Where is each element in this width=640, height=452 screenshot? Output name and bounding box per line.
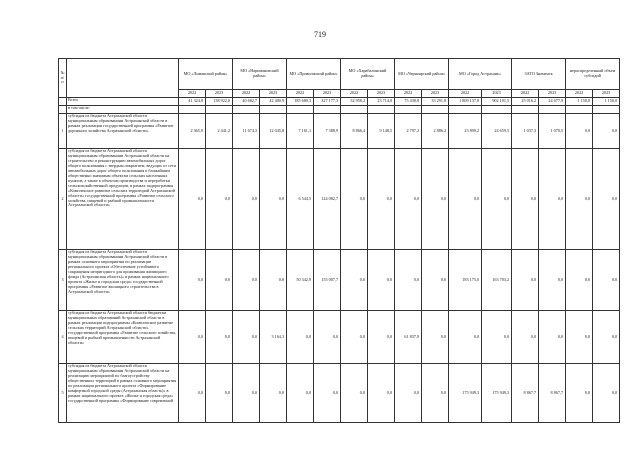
value-cell [287, 106, 314, 114]
value-cell: 0,0 [482, 149, 512, 250]
value-cell: 33 291,8 [422, 98, 449, 106]
value-cell: 0,0 [593, 114, 620, 149]
value-cell: 2 441,2 [206, 114, 233, 149]
header-year: 2022 [179, 90, 206, 98]
value-cell [206, 106, 233, 114]
value-cell: 175 949,3 [482, 364, 512, 423]
value-cell: 163 703,2 [482, 250, 512, 311]
value-cell: 0,0 [233, 149, 260, 250]
value-cell: 0,0 [260, 364, 287, 423]
value-cell [341, 106, 368, 114]
value-cell: 0,0 [206, 149, 233, 250]
value-cell: 0,0 [539, 149, 566, 250]
value-cell: 8 867,7 [539, 364, 566, 423]
header-year: 2022 [566, 90, 593, 98]
value-cell: 25 016,2 [512, 98, 539, 106]
value-cell: 0,0 [422, 250, 449, 311]
value-cell: 0,0 [422, 149, 449, 250]
value-cell: 32 958,2 [341, 98, 368, 106]
value-cell [593, 106, 620, 114]
value-cell: 0,0 [512, 250, 539, 311]
value-cell: 0,0 [422, 364, 449, 423]
row-number [59, 106, 67, 114]
header-year: 2023 [368, 90, 395, 98]
value-cell: 1 037,3 [512, 114, 539, 149]
value-cell [566, 106, 593, 114]
header-year: 2023 [482, 90, 512, 98]
value-cell: 24 677,9 [539, 98, 566, 106]
value-cell: 0,0 [566, 149, 593, 250]
row-number: 5 [59, 364, 67, 423]
value-cell: 0,0 [206, 250, 233, 311]
value-cell: 175 949,3 [449, 364, 482, 423]
value-cell [539, 106, 566, 114]
value-cell: 23 714,0 [368, 98, 395, 106]
value-cell: 50 342,9 [287, 250, 314, 311]
row-number: 3 [59, 250, 67, 311]
table-row [59, 98, 620, 106]
value-cell: 8 867,7 [512, 364, 539, 423]
value-cell: 0,0 [260, 149, 287, 250]
value-cell: 40 682,7 [233, 98, 260, 106]
value-cell: 0,0 [395, 149, 422, 250]
value-cell: 11 674,3 [233, 114, 260, 149]
value-cell: 0,0 [314, 364, 341, 423]
value-cell [512, 106, 539, 114]
value-cell: 1 070,5 [539, 114, 566, 149]
table-row [59, 149, 620, 250]
value-cell: 7 161,1 [287, 114, 314, 149]
row-number: 1 [59, 114, 67, 149]
value-cell: 0,0 [368, 250, 395, 311]
value-cell: 0,0 [341, 364, 368, 423]
value-cell: 3 164,3 [260, 311, 287, 364]
value-cell [314, 106, 341, 114]
value-cell: 0,0 [512, 149, 539, 250]
header-district: МО «Харабалинский район» [341, 59, 395, 90]
row-number [59, 98, 67, 106]
table-row [59, 364, 620, 423]
table-row [59, 250, 620, 311]
header-year: 2023 [314, 90, 341, 98]
page-number: 719 [314, 30, 326, 39]
value-cell: 0,0 [395, 250, 422, 311]
row-number: 4 [59, 311, 67, 364]
value-cell [260, 106, 287, 114]
value-cell: 0,0 [593, 311, 620, 364]
header-year: 2023 [539, 90, 566, 98]
value-cell: 183 175,0 [449, 250, 482, 311]
value-cell: 0,0 [593, 149, 620, 250]
value-cell: 23 899,2 [449, 114, 482, 149]
header-district: нераспределенный объем субсидий [566, 59, 620, 90]
header-year: 2022 [449, 90, 482, 98]
value-cell: 1 150,0 [593, 98, 620, 106]
header-district: ЗАТО Знаменск [512, 59, 566, 90]
budget-table [58, 58, 620, 423]
row-number: 2 [59, 149, 67, 250]
value-cell: 185 680,3 [287, 98, 314, 106]
header-num: № п/п [59, 59, 67, 98]
header-year: 2023 [260, 90, 287, 98]
value-cell: 138 922,0 [206, 98, 233, 106]
value-cell [482, 106, 512, 114]
value-cell: 0,0 [287, 364, 314, 423]
row-description: субсидия из бюджета Астраханской области муниципальным образованиям Астраханской области на строительство и реконструкцию автомобильных дорог общего пользования с твердым покрытием, ведущих от сети автомобильных дорог общего пользования к ближайшим общественно значимым объектам сельских населенных пунктов, а также к объектам производства и переработки сельскохозяйственной продукции, в рамках подпрограммы «Комплексное развитие сельских территорий Астраханской области» государственной программы «Развитие сельского хозяйства, пищевой и рыбной промышленности Астраханской области» [67, 149, 179, 250]
value-cell: 7 388,9 [314, 114, 341, 149]
value-cell: 0,0 [206, 364, 233, 423]
value-cell: 61 837,9 [395, 311, 422, 364]
value-cell: 0,0 [233, 364, 260, 423]
value-cell: 0,0 [566, 364, 593, 423]
header-year: 2023 [422, 90, 449, 98]
value-cell: 41 324,8 [179, 98, 206, 106]
header-district: МО «Приволжский район» [287, 59, 341, 90]
value-cell: 0,0 [449, 311, 482, 364]
value-cell: 0,0 [179, 250, 206, 311]
value-cell: 0,0 [539, 250, 566, 311]
header-year: 2022 [287, 90, 314, 98]
value-cell: 0,0 [341, 250, 368, 311]
row-description: субсидия из бюджета Астраханской области бюджетам муниципальных образований Астраханской области в рамках реализации подпрограммы «Комплексное развитие сельских территорий Астраханской области» государственной программы «Развитие сельского хозяйства, пищевой и рыбной промышленности Астраханской области» [67, 311, 179, 364]
header-year: 2022 [395, 90, 422, 98]
value-cell: 6 544,5 [287, 149, 314, 250]
value-cell: 0,0 [341, 311, 368, 364]
header-year: 2022 [512, 90, 539, 98]
value-cell: 0,0 [566, 311, 593, 364]
value-cell: 155 007,7 [314, 250, 341, 311]
header-year: 2022 [341, 90, 368, 98]
value-cell: 0,0 [539, 311, 566, 364]
row-description: субсидия из бюджета Астраханской области муниципальным образованиям Астраханской области в рамках реализации государственной программы «Развитие дорожного хозяйства Астраханской области» [67, 114, 179, 149]
value-cell: 0,0 [179, 149, 206, 250]
header-district: МО «Лиманский район» [179, 59, 233, 90]
value-cell: 902 101,5 [482, 98, 512, 106]
table-row [59, 106, 620, 114]
value-cell: 0,0 [449, 149, 482, 250]
row-description: субсидия из бюджета Астраханской области муниципальным образованиям Астраханской области на реализацию мероприятий по благоустройству общественных территорий в рамках основного мероприятия по реализации регионального проекта «Формирование комфортной городской среды (Астраханская область)» в рамках национального проекта «Жилье и городская среда» государственной программы «Формирование современной [67, 364, 179, 423]
value-cell [368, 106, 395, 114]
value-cell: 2 886,2 [422, 114, 449, 149]
table-body [59, 98, 620, 423]
value-cell: 8 866,4 [341, 114, 368, 149]
value-cell [395, 106, 422, 114]
value-cell: 2 365,9 [179, 114, 206, 149]
header-district: МО «Наримановский район» [233, 59, 287, 90]
row-description: Всего [67, 98, 179, 106]
value-cell: 0,0 [566, 250, 593, 311]
value-cell: 0,0 [395, 364, 422, 423]
value-cell: 327 177,3 [314, 98, 341, 106]
value-cell: 0,0 [368, 311, 395, 364]
value-cell: 0,0 [287, 311, 314, 364]
value-cell: 0,0 [566, 114, 593, 149]
value-cell: 0,0 [422, 311, 449, 364]
value-cell: 0,0 [482, 311, 512, 364]
value-cell: 0,0 [314, 311, 341, 364]
value-cell: 0,0 [512, 311, 539, 364]
value-cell [449, 106, 482, 114]
value-cell: 2 797,2 [395, 114, 422, 149]
header-desc [67, 59, 179, 98]
value-cell: 42 400,9 [260, 98, 287, 106]
value-cell: 0,0 [179, 364, 206, 423]
value-cell: 0,0 [260, 250, 287, 311]
table-row [59, 114, 620, 149]
header-district: МО «Город Астрахань» [449, 59, 512, 90]
value-cell: 12 045,8 [260, 114, 287, 149]
value-cell: 0,0 [368, 364, 395, 423]
value-cell: 0,0 [593, 364, 620, 423]
header-district: МО «Черноярский район» [395, 59, 449, 90]
value-cell: 0,0 [206, 311, 233, 364]
table-row [59, 311, 620, 364]
header-year: 2023 [206, 90, 233, 98]
value-cell: 24 659,5 [482, 114, 512, 149]
header-row-districts [59, 59, 620, 90]
value-cell: 0,0 [233, 250, 260, 311]
value-cell: 1 150,0 [566, 98, 593, 106]
header-year: 2023 [593, 90, 620, 98]
value-cell [422, 106, 449, 114]
value-cell: 0,0 [233, 311, 260, 364]
row-description: в том числе: [67, 106, 179, 114]
header-year: 2022 [233, 90, 260, 98]
value-cell: 0,0 [593, 250, 620, 311]
value-cell [233, 106, 260, 114]
value-cell: 75 438,8 [395, 98, 422, 106]
row-description: субсидия из бюджета Астраханской области муниципальным образованиям Астраханской области в рамках основного мероприятия по реализации регионального проекта «Обеспечение устойчивого сокращения непригодного для проживания жилищного фонда (Астраханская область)» в рамках национального проекта «Жилье и городская среда» государственной программы «Развитие жилищного строительства в Астраханской области» [67, 250, 179, 311]
value-cell: 1 809 137,8 [449, 98, 482, 106]
value-cell: 0,0 [179, 311, 206, 364]
value-cell: 124 082,7 [314, 149, 341, 250]
value-cell: 0,0 [368, 149, 395, 250]
value-cell [179, 106, 206, 114]
value-cell: 0,0 [341, 149, 368, 250]
value-cell: 9 148,5 [368, 114, 395, 149]
